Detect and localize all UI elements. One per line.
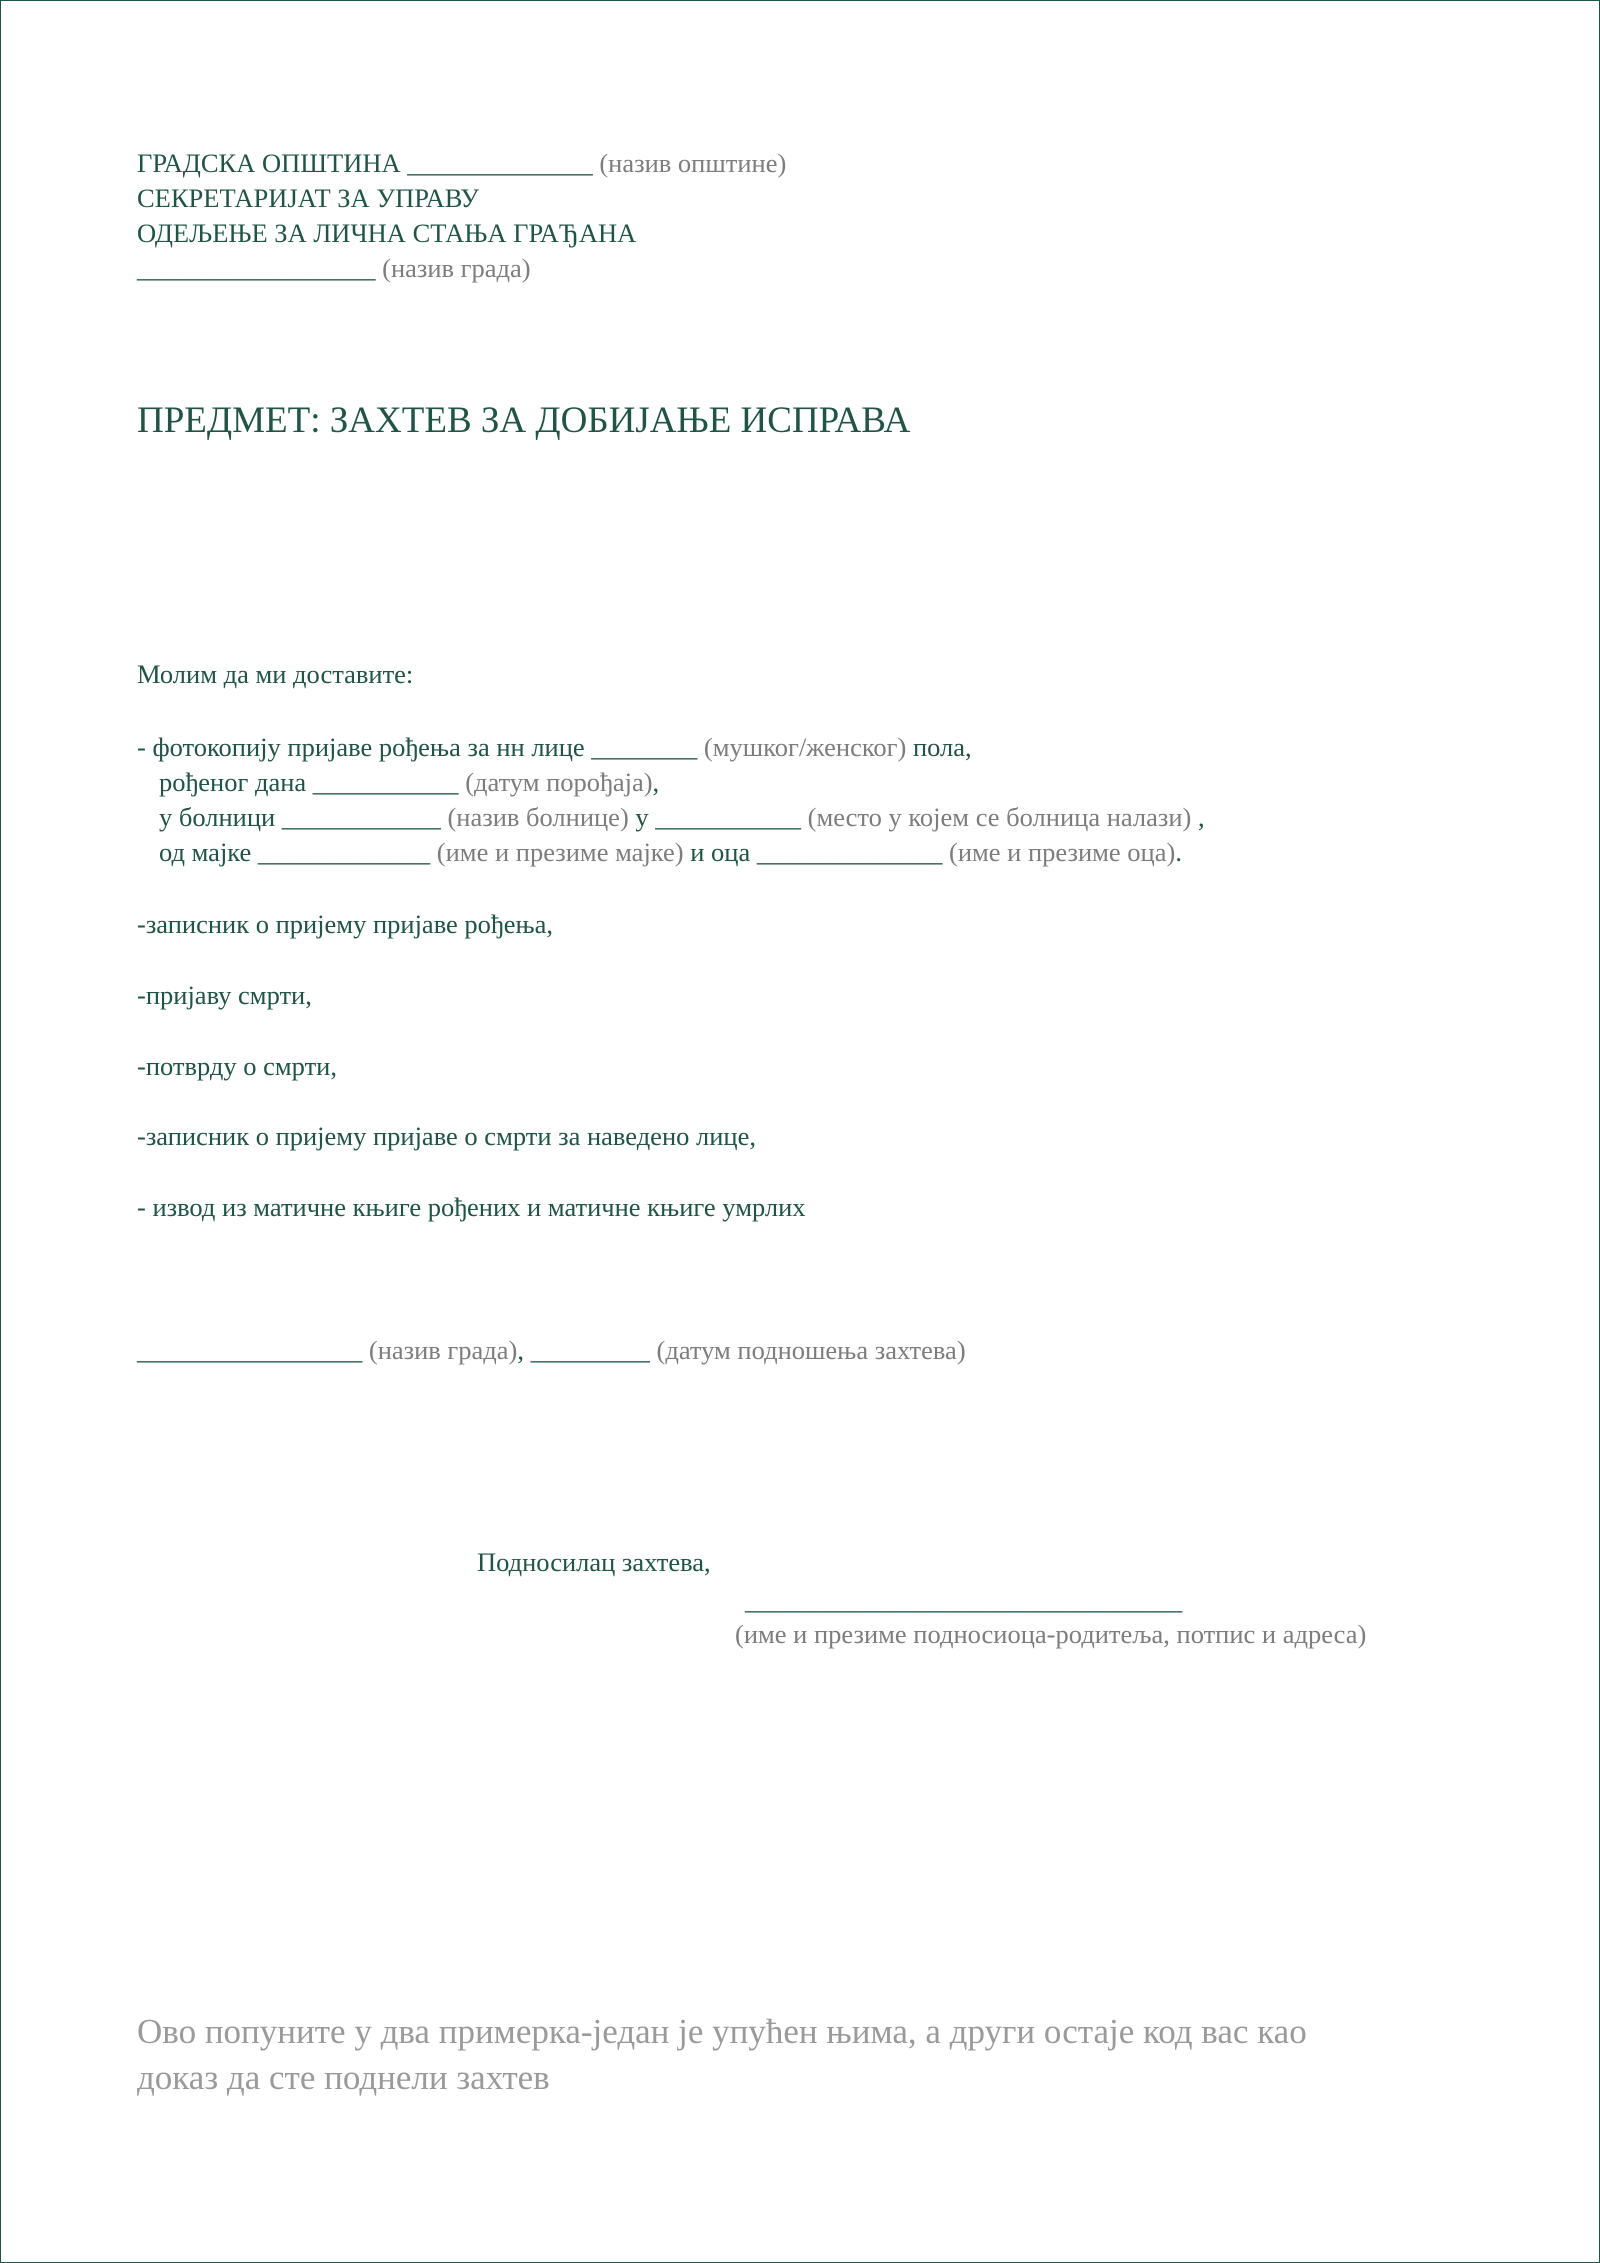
list-item: -записник о пријему пријаве рођења,: [137, 909, 554, 939]
footnote: [137, 2009, 1307, 2101]
birth-report-line-4: од мајке _____________ (име и презиме мајке) и оца ______________ (име и презиме оца).: [159, 837, 1182, 867]
signature-hint: (име и презиме подносиоца-родитеља, потпис и адреса): [735, 1619, 1367, 1649]
birth-report-line-2: рођеног дана ___________ (датум порођаја),: [159, 767, 660, 797]
subject-title: ПРЕДМЕТ: ЗАХТЕВ ЗА ДОБИЈАЊЕ ИСПРАВА: [137, 400, 911, 441]
request-intro: Молим да ми доставите:: [137, 659, 414, 689]
signature-line: _________________________________: [745, 1585, 1183, 1615]
municipality-line: ГРАДСКА ОПШТИНА ______________ (назив општине): [137, 148, 787, 178]
municipality-hint: (назив општине): [599, 148, 787, 178]
addressee-block: [137, 146, 786, 286]
department-line: ОДЕЉЕЊЕ ЗА ЛИЧНА СТАЊА ГРАЂАНА: [137, 218, 637, 248]
list-item: -потврду о смрти,: [137, 1051, 337, 1081]
applicant-label: Подносилац захтева,: [477, 1547, 711, 1577]
list-item: - извод из матичне књиге рођених и матичне књиге умрлих: [137, 1192, 806, 1222]
city-hint: (назив града): [382, 253, 531, 283]
secretariat-line: СЕКРЕТАРИЈАТ ЗА УПРАВУ: [137, 183, 479, 213]
place-date-line: _________________ (назив града), _________ (датум подношења захтева): [137, 1335, 966, 1365]
footnote-line-2: доказ да сте поднели захтев: [137, 2058, 550, 2097]
city-line: __________________ (назив града): [137, 253, 531, 283]
birth-report-item: [137, 730, 1205, 870]
list-item: -записник о пријему пријаве о смрти за наведено лице,: [137, 1121, 756, 1151]
birth-report-line-1: - фотокопију пријаве рођења за нн лице ________ (мушког/женског) пола,: [137, 732, 972, 762]
list-item: -пријаву смрти,: [137, 980, 312, 1010]
footnote-line-1: Ово попуните у два примерка-један је упућен њима, а други остаје код вас као: [137, 2012, 1307, 2051]
birth-report-line-3: у болници ____________ (назив болнице) у ___________ (место у којем се болница налази) ,: [159, 802, 1205, 832]
